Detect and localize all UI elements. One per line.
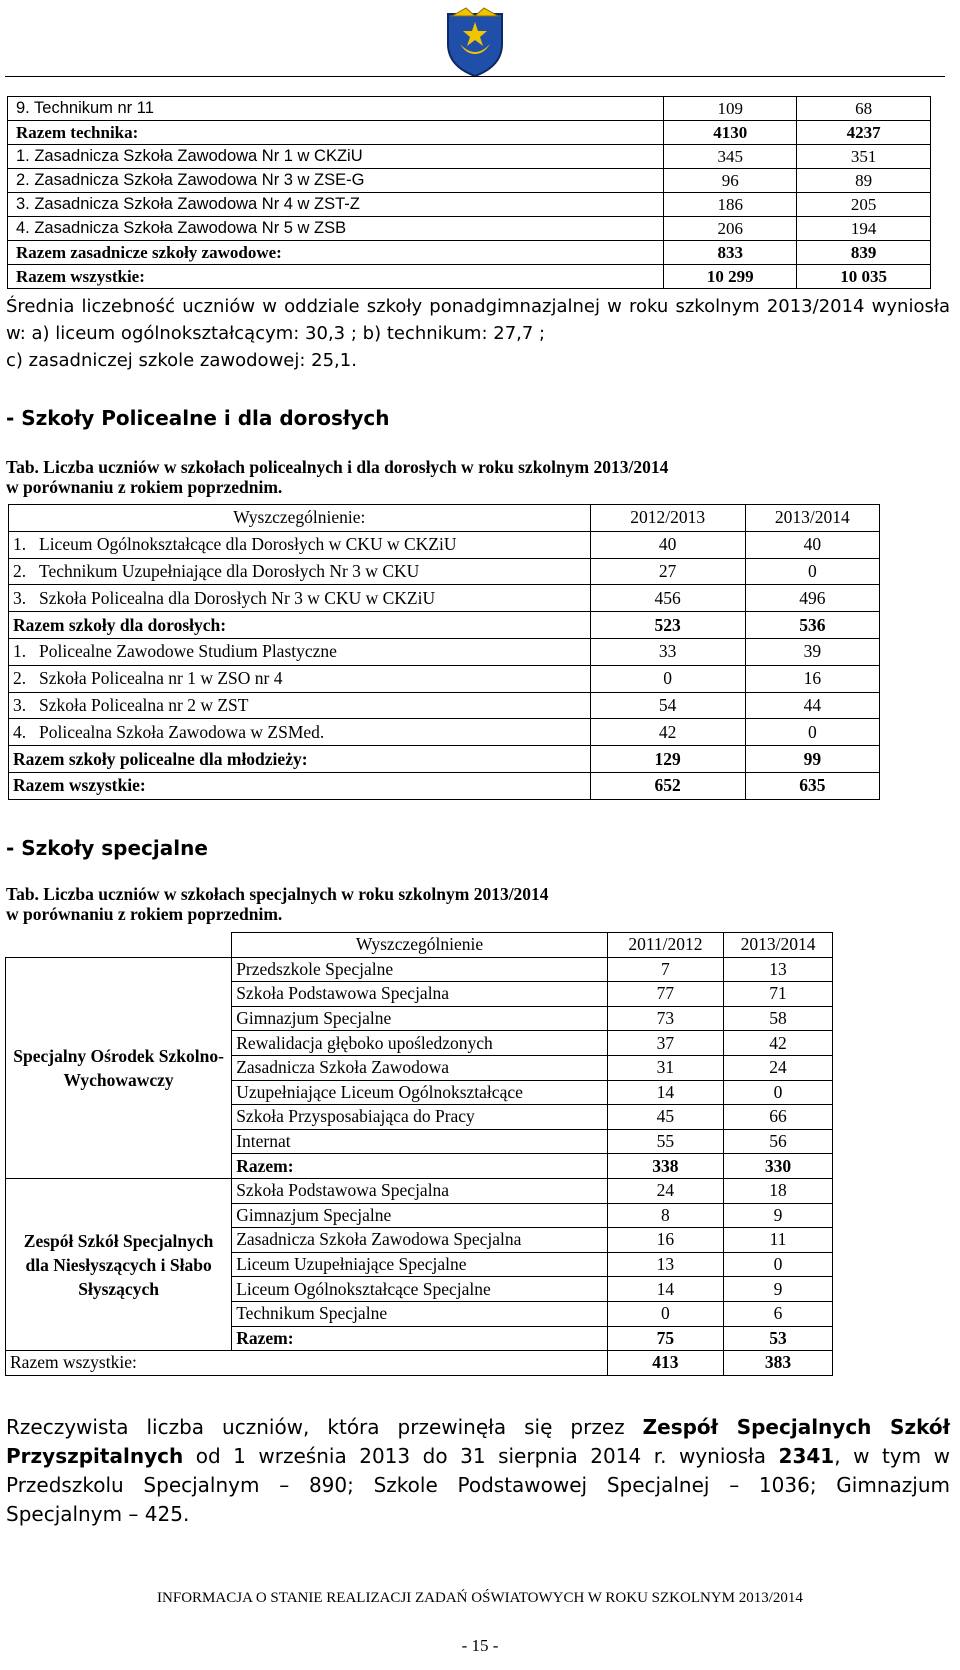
value-cell: 16 xyxy=(607,1228,723,1253)
row-label xyxy=(9,531,591,558)
row-label: 2. Zasadnicza Szkoła Zawodowa Nr 3 w ZSE-G xyxy=(8,169,664,193)
row-label: Szkoła Przysposabiająca do Pracy xyxy=(232,1105,608,1130)
value-cell: 10 299 xyxy=(664,265,797,289)
value-cell: 206 xyxy=(664,217,797,241)
table-row xyxy=(6,957,833,982)
group-label: Specjalny Ośrodek Szkolno-Wychowawczy xyxy=(6,957,232,1178)
value-cell: 839 xyxy=(797,241,931,265)
section-heading-special: - Szkoły specjalne xyxy=(6,836,208,860)
school-name: Zespół Specjalnych Szkół Przyszpitalnych xyxy=(6,1415,951,1468)
value-cell: 44 xyxy=(745,692,879,719)
value-cell: 68 xyxy=(797,97,931,121)
table-row xyxy=(9,719,880,746)
value-cell: 33 xyxy=(590,638,745,665)
table-row xyxy=(8,193,931,217)
row-name: Razem szkoły policealne dla młodzieży: xyxy=(13,748,308,769)
table-row xyxy=(9,692,880,719)
row-label: 4. Zasadnicza Szkoła Zawodowa Nr 5 w ZSB xyxy=(8,217,664,241)
value-cell: 109 xyxy=(664,97,797,121)
row-label xyxy=(9,558,591,585)
value-cell: 635 xyxy=(745,772,879,799)
value-cell: 0 xyxy=(745,558,879,585)
row-index: 1. xyxy=(13,641,27,662)
value-cell: 24 xyxy=(607,1178,723,1203)
row-index: 2. xyxy=(13,668,27,689)
header-cell: 2013/2014 xyxy=(745,505,879,532)
row-label xyxy=(9,719,591,746)
value-cell: 6 xyxy=(724,1301,833,1326)
row-label: Razem: xyxy=(232,1154,608,1179)
table-row xyxy=(9,638,880,665)
value-cell: 0 xyxy=(590,665,745,692)
value-cell: 413 xyxy=(607,1351,723,1376)
value-cell: 37 xyxy=(607,1031,723,1056)
row-label: Gimnazjum Specjalne xyxy=(232,1006,608,1031)
value-cell: 351 xyxy=(797,145,931,169)
row-index: 3. xyxy=(13,587,27,608)
table-row xyxy=(6,1178,833,1203)
value-cell: 40 xyxy=(590,531,745,558)
text-run: Rzeczywista liczba uczniów, która przewinęła się przez xyxy=(6,1415,643,1439)
value-cell: 13 xyxy=(607,1252,723,1277)
value-cell: 58 xyxy=(724,1006,833,1031)
row-label: Razem wszystkie: xyxy=(8,265,664,289)
row-name: Technikum Uzupełniające dla Dorosłych Nr 3 w CKU xyxy=(39,560,420,581)
value-cell: 4130 xyxy=(664,121,797,145)
header-cell: Wyszczególnienie: xyxy=(9,505,591,532)
table-row xyxy=(8,121,931,145)
value-cell: 0 xyxy=(724,1080,833,1105)
vocational-schools-table xyxy=(7,96,931,289)
row-name: Liceum Ogólnokształcące dla Dorosłych w CKU w CKZiU xyxy=(39,534,457,555)
table-row xyxy=(8,217,931,241)
row-index: 3. xyxy=(13,694,27,715)
row-name: Szkoła Policealna nr 2 w ZST xyxy=(39,694,249,715)
value-cell: 523 xyxy=(590,612,745,639)
value-cell: 186 xyxy=(664,193,797,217)
row-name: Razem wszystkie: xyxy=(13,775,146,796)
row-label xyxy=(9,638,591,665)
value-cell: 96 xyxy=(664,169,797,193)
value-cell: 833 xyxy=(664,241,797,265)
row-label: Technikum Specjalne xyxy=(232,1301,608,1326)
row-name: Razem szkoły dla dorosłych: xyxy=(13,614,227,635)
table-row xyxy=(9,746,880,773)
title-line: w porównaniu z rokiem poprzednim. xyxy=(6,477,283,497)
value-cell: 4237 xyxy=(797,121,931,145)
row-label: Liceum Uzupełniające Specjalne xyxy=(232,1252,608,1277)
value-cell: 9 xyxy=(724,1277,833,1302)
value-cell: 45 xyxy=(607,1105,723,1130)
value-cell: 0 xyxy=(724,1252,833,1277)
value-cell: 99 xyxy=(745,746,879,773)
value-cell: 54 xyxy=(590,692,745,719)
row-label: 3. Zasadnicza Szkoła Zawodowa Nr 4 w ZST-Z xyxy=(8,193,664,217)
table-header-row xyxy=(6,933,833,958)
row-name: Policealna Szkoła Zawodowa w ZSMed. xyxy=(39,721,325,742)
value-cell: 129 xyxy=(590,746,745,773)
value-cell: 0 xyxy=(607,1301,723,1326)
special-schools-table xyxy=(5,932,833,1376)
value-cell: 194 xyxy=(797,217,931,241)
paragraph-line: Średnia liczebność uczniów w oddziale szkoły ponadgimnazjalnej w roku szkolnym 2013/2014 wyniosła w: a) liceum ogólnokształcącym: 30,3 ; b) technikum: 27,7 ; xyxy=(6,296,950,344)
value-cell: 330 xyxy=(724,1154,833,1179)
row-label: Uzupełniające Liceum Ogólnokształcące xyxy=(232,1080,608,1105)
row-label: Zasadnicza Szkoła Zawodowa Specjalna xyxy=(232,1228,608,1253)
value-cell: 53 xyxy=(724,1326,833,1351)
row-label: Razem zasadnicze szkoły zawodowe: xyxy=(8,241,664,265)
row-label: Szkoła Podstawowa Specjalna xyxy=(232,982,608,1007)
paragraph-line: c) zasadniczej szkole zawodowej: 25,1. xyxy=(6,350,357,371)
value-cell: 31 xyxy=(607,1055,723,1080)
row-label xyxy=(9,665,591,692)
value-cell: 71 xyxy=(724,982,833,1007)
value-cell: 18 xyxy=(724,1178,833,1203)
table-row xyxy=(9,772,880,799)
value-cell: 56 xyxy=(724,1129,833,1154)
value-cell: 10 035 xyxy=(797,265,931,289)
table-title-post-secondary xyxy=(6,457,668,497)
value-cell: 27 xyxy=(590,558,745,585)
row-label xyxy=(9,746,591,773)
group-label: Zespół Szkół Specjalnych dla Niesłyszących i Słabo Słyszących xyxy=(6,1178,232,1350)
row-label: Zasadnicza Szkoła Zawodowa xyxy=(232,1055,608,1080)
value-cell: 55 xyxy=(607,1129,723,1154)
row-label: 9. Technikum nr 11 xyxy=(8,97,664,121)
post-secondary-table xyxy=(8,504,880,800)
row-name: Szkoła Policealna dla Dorosłych Nr 3 w CKU w CKZiU xyxy=(39,587,436,608)
row-label: Razem: xyxy=(232,1326,608,1351)
value-cell: 14 xyxy=(607,1277,723,1302)
value-cell: 75 xyxy=(607,1326,723,1351)
row-index: 2. xyxy=(13,560,27,581)
row-index: 4. xyxy=(13,721,27,742)
table-row xyxy=(8,97,931,121)
header-cell: 2012/2013 xyxy=(590,505,745,532)
table-row xyxy=(8,169,931,193)
title-line: w porównaniu z rokiem poprzednim. xyxy=(6,904,283,924)
row-label xyxy=(9,585,591,612)
text-run: , w tym w Przedszkolu Specjalnym – 890; Szkole Podstawowej Specjalnej – 1036; Gimnazjum Specjalnym – 425. xyxy=(6,1444,950,1526)
value-cell: 24 xyxy=(724,1055,833,1080)
row-name: Policealne Zawodowe Studium Plastyczne xyxy=(39,641,337,662)
value-cell: 89 xyxy=(797,169,931,193)
value-cell: 13 xyxy=(724,957,833,982)
value-cell: 14 xyxy=(607,1080,723,1105)
value-cell: 0 xyxy=(745,719,879,746)
row-label xyxy=(9,692,591,719)
student-count: 2341 xyxy=(778,1444,835,1468)
value-cell: 11 xyxy=(724,1228,833,1253)
value-cell: 77 xyxy=(607,982,723,1007)
title-line: Tab. Liczba uczniów w szkołach specjalnych w roku szkolnym 2013/2014 xyxy=(6,884,549,904)
row-label xyxy=(9,612,591,639)
value-cell: 7 xyxy=(607,957,723,982)
value-cell: 383 xyxy=(724,1351,833,1376)
table-row xyxy=(8,241,931,265)
value-cell: 40 xyxy=(745,531,879,558)
actual-students-paragraph xyxy=(6,1413,950,1529)
row-label: Razem technika: xyxy=(8,121,664,145)
table-row xyxy=(9,585,880,612)
empty-cell xyxy=(6,933,232,958)
table-header-row xyxy=(9,505,880,532)
value-cell: 73 xyxy=(607,1006,723,1031)
row-label: Liceum Ogólnokształcące Specjalne xyxy=(232,1277,608,1302)
value-cell: 496 xyxy=(745,585,879,612)
section-heading-post-secondary: - Szkoły Policealne i dla dorosłych xyxy=(6,406,390,430)
value-cell: 338 xyxy=(607,1154,723,1179)
total-row xyxy=(6,1351,833,1376)
value-cell: 345 xyxy=(664,145,797,169)
header-cell: Wyszczególnienie xyxy=(232,933,608,958)
average-class-size-paragraph xyxy=(6,293,950,374)
value-cell: 8 xyxy=(607,1203,723,1228)
value-cell: 9 xyxy=(724,1203,833,1228)
value-cell: 42 xyxy=(724,1031,833,1056)
value-cell: 536 xyxy=(745,612,879,639)
value-cell: 456 xyxy=(590,585,745,612)
table-row xyxy=(9,612,880,639)
value-cell: 16 xyxy=(745,665,879,692)
page-number: - 15 - xyxy=(461,1636,499,1655)
footer-title: INFORMACJA O STANIE REALIZACJI ZADAŃ OŚWIATOWYCH W ROKU SZKOLNYM 2013/2014 xyxy=(157,1590,803,1606)
value-cell: 205 xyxy=(797,193,931,217)
row-label: Szkoła Podstawowa Specjalna xyxy=(232,1178,608,1203)
table-row xyxy=(8,265,931,289)
row-label: Rewalidacja głęboko upośledzonych xyxy=(232,1031,608,1056)
row-label: Razem wszystkie: xyxy=(6,1351,608,1376)
row-label xyxy=(9,772,591,799)
table-row xyxy=(9,665,880,692)
row-index: 1. xyxy=(13,534,27,555)
row-label: Internat xyxy=(232,1129,608,1154)
title-line: Tab. Liczba uczniów w szkołach policealnych i dla dorosłych w roku szkolnym 2013/2014 xyxy=(6,457,669,477)
value-cell: 42 xyxy=(590,719,745,746)
table-row xyxy=(9,558,880,585)
value-cell: 652 xyxy=(590,772,745,799)
coat-of-arms-icon xyxy=(440,4,510,80)
header-rule xyxy=(5,76,945,77)
table-row xyxy=(8,145,931,169)
value-cell: 66 xyxy=(724,1105,833,1130)
table-title-special xyxy=(6,884,549,924)
header-cell: 2013/2014 xyxy=(724,933,833,958)
value-cell: 39 xyxy=(745,638,879,665)
text-run: od 1 września 2013 do 31 sierpnia 2014 r. wyniosła xyxy=(183,1444,779,1468)
row-label: Przedszkole Specjalne xyxy=(232,957,608,982)
header-cell: 2011/2012 xyxy=(607,933,723,958)
table-row xyxy=(9,531,880,558)
row-name: Szkoła Policealna nr 1 w ZSO nr 4 xyxy=(39,668,283,689)
row-label: Gimnazjum Specjalne xyxy=(232,1203,608,1228)
row-label: 1. Zasadnicza Szkoła Zawodowa Nr 1 w CKZiU xyxy=(8,145,664,169)
